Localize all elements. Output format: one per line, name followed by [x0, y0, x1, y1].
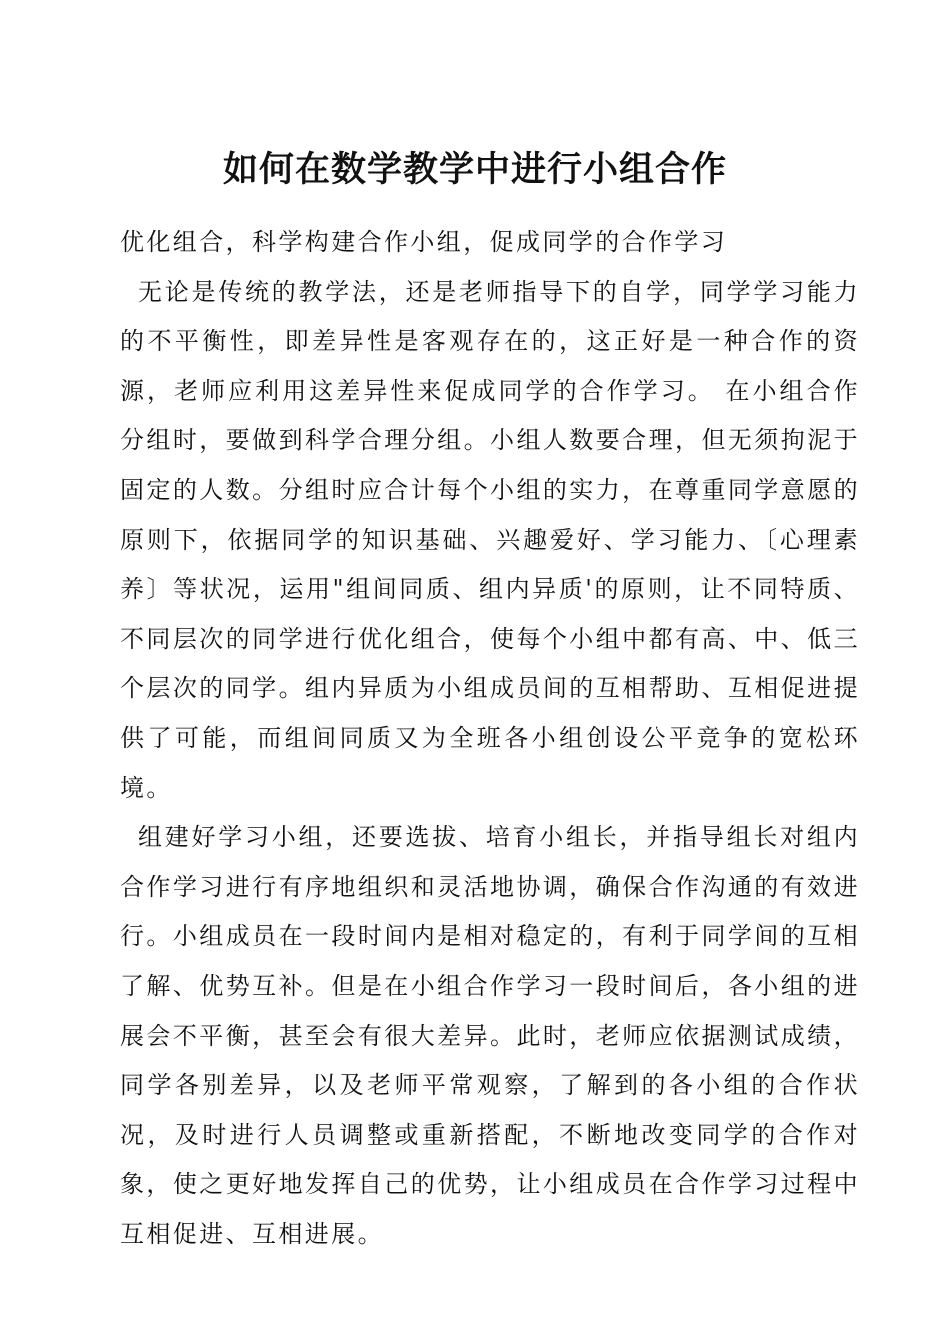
- document-body: [120, 218, 860, 1259]
- section-heading: 优化组合，科学构建合作小组，促成同学的合作学习: [120, 228, 728, 256]
- document-title: 如何在数学教学中进行小组合作: [222, 149, 727, 190]
- body-paragraph: 组建好学习小组，还要选拔、培育小组长，并指导组长对组内合作学习进行有序地组织和灵活地协调，确保合作沟通的有效进行。小组成员在一段时间内是相对稳定的，有利于同学间的互相了解、优势互补。但是在小组合作学习一段时间后，各小组的进展会不平衡，甚至会有很大差异。此时，老师应依据测试成绩，同学各别差异，以及老师平常观察，了解到的各小组的合作状况，及时进行人员调整或重新搭配，不断地改变同学的合作对象，使之更好地发挥自己的优势，让小组成员在合作学习过程中互相促进、互相进展。: [120, 823, 860, 1248]
- body-paragraph: 无论是传统的教学法，还是老师指导下的自学，同学学习能力的不平衡性，即差异性是客观存在的，这正好是一种合作的资源，老师应利用这差异性来促成同学的合作学习。 在小组合作分组时，要做到科学合理分组。小组人数要合理，但无须拘泥于固定的人数。分组时应合计每个小组的实力，在尊重同学意愿的原则下，依据同学的知识基础、兴趣爱好、学习能力、〔心理素养〕等状况，运用"组间同质、组内异质'的原则，让不同特质、不同层次的同学进行优化组合，使每个小组中都有高、中、低三个层次的同学。组内异质为小组成员间的互相帮助、互相促进提供了可能，而组间同质又为全班各小组创设公平竞争的宽松环境。: [120, 277, 860, 802]
